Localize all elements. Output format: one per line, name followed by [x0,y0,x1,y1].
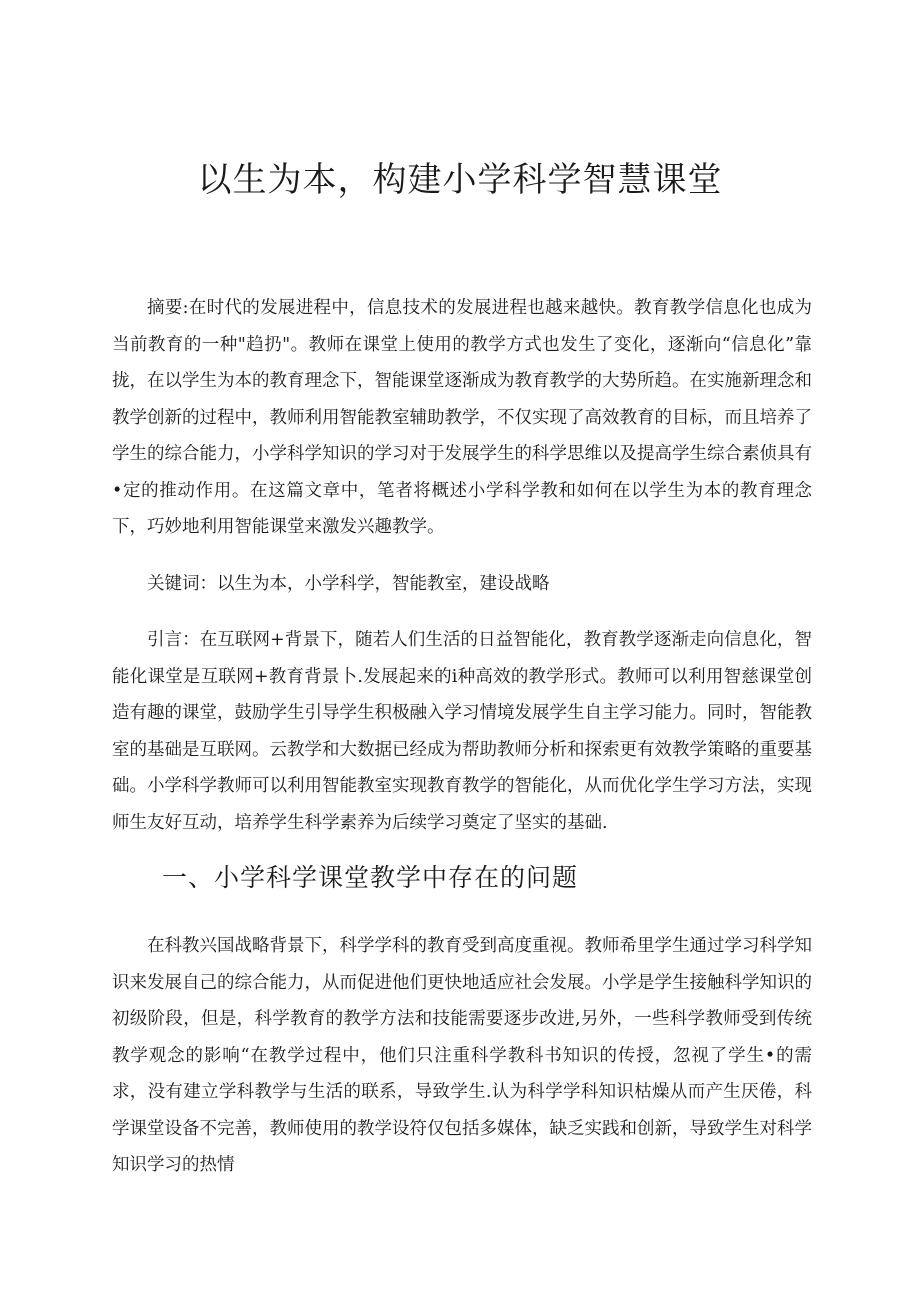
abstract-paragraph: 摘要:在时代的发展进程中，信息技术的发展进程也越来越快。教育教学信息化也成为当前教育的一种"趋扔"。教师在课堂上使用的教学方式也发生了变化，逐渐向“信息化”靠拢，在以学生为本的教育理念下，智能课堂逐渐成为教育教学的大势所趋。在实施新理念和教学创新的过程中，教师利用智能教室辅助教学，不仅实现了高效教育的目标，而且培养了学生的综合能力，小学科学知识的学习对于发展学生的科学思维以及提高学生综合素侦具有•定的推动作用。在这篇文章中，笔者将概述小学科学教和如何在以学生为本的教育理念下，巧妙地利用智能课堂来激发兴趣教学。 [112,298,812,537]
document-title: 以生为本，构建小学科学智慧课堂 [197,160,723,200]
section-1-heading: 一、小学科学课堂教学中存在的问题 [162,863,579,892]
keywords-paragraph: 关键词：以生为本，小学科学，智能教室，建设战略 [147,574,550,594]
intro-paragraph: 引言：在互联网+背景下，随若人们生活的日益智能化，教育教学逐渐走向信息化，智能化课堂是互联网+教育背景卜.发展起来的i种高效的教学形式。教师可以利用智慈课堂创造有趣的课堂，鼓励学生引导学生积极融入学习情境发展学生自主学习能力。同时，智能教室的基础是互联网。云教学和大数据已经成为帮助教师分析和探索更有效教学策略的重要基础。小学科学教师可以利用智能教室实现教育教学的智能化，从而优化学生学习方法，实现师生友好互动，培养学生科学素养为后续学习奠定了坚实的基础. [112,630,812,833]
section-1-body: 在科教兴国战略背景下，科学学科的教育受到高度重视。教师希里学生通过学习科学知识来发展自己的综合能力，从而促进他们更快地适应社会发展。小学是学生接触科学知识的初级阶段，但是，科学教育的教学方法和技能需要逐步改进,另外，一些科学教师受到传统教学观念的影响“在教学过程中，他们只注重科学教科书知识的传授，忽视了学生•的需求，没有建立学科教学与生活的联系，导致学生.认为科学学科知识枯燥从而产生厌倦，科学课堂设备不完善，教师使用的教学设符仅包括多媒体，缺乏实践和创新，导致学生对科学知识学习的热情 [112,936,812,1175]
